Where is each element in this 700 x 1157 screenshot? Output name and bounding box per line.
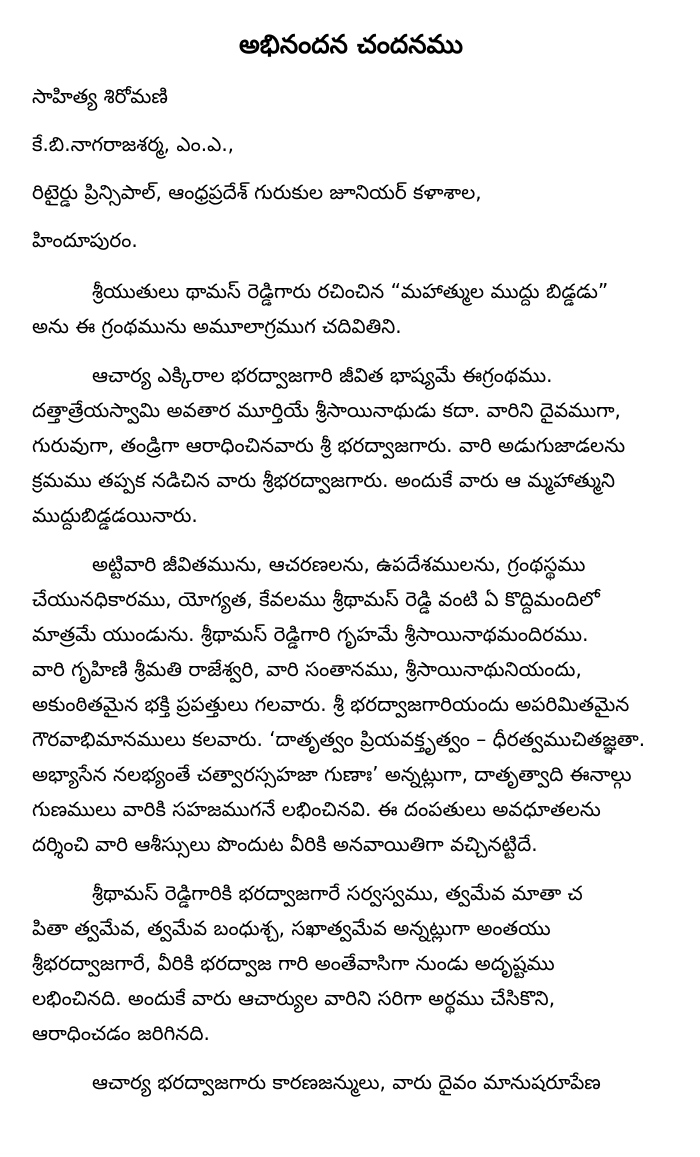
- author-designation: రిటైర్డు ప్రిన్సిపాల్, ఆంధ్రప్రదేశ్ గురుకుల జూనియర్ కళాశాల,: [32, 180, 482, 204]
- paragraph-line: అను ఈ గ్రంథమును అమూలాగ్రముగ చదివితిని.: [32, 314, 402, 338]
- paragraph-line: ఆచార్య భరద్వాజగారు కారణజన్ములు, వారు దైవం మానుషరూపేణ: [92, 1070, 601, 1094]
- author-place: హిందూపురం.: [32, 228, 138, 252]
- paragraph-line: ఆరాధించడం జరిగినది.: [32, 1021, 210, 1045]
- paragraph-line: అట్టివారి జీవితమును, ఆచరణలను, ఉపదేశములను, గ్రంథస్థము: [92, 552, 586, 576]
- document-title: అభినందన చందనము: [239, 30, 463, 60]
- paragraph-line: చేయునధికారము, యోగ్యత, కేవలము శ్రీథామస్ రెడ్డి వంటి ఏ కొద్దిమందిలో: [32, 587, 600, 611]
- paragraph-line: శ్రీయుతులు థామస్ రెడ్డిగారు రచించిన “మహాత్ముల ముద్దు బిడ్డడు”: [92, 279, 609, 303]
- paragraph-line: గుణములు వారికి సహజముగనే లభించినవి. ఈ దంపతులు అవధూతలను: [32, 797, 601, 821]
- paragraph-line: లభించినది. అందుకే వారు ఆచార్యుల వారిని సరిగా అర్థము చేసికొని,: [32, 986, 556, 1010]
- paragraph-2: [32, 358, 670, 533]
- paragraph-line: గురువుగా, తండ్రిగా ఆరాధించినవారు శ్రీ భరద్వాజగారు. వారి అడుగుజాడలను: [32, 433, 626, 457]
- paragraph-line: మాత్రమే యుండును. శ్రీథామస్ రెడ్డిగారి గృహమే శ్రీసాయినాథమందిరము.: [32, 622, 589, 646]
- paragraph-line: క్రమము తప్పక నడిచిన వారు శ్రీభరద్వాజగారు. అందుకే వారు ఆ మ్మహాత్ముని: [32, 468, 615, 492]
- author-name: కే.బి.నాగరాజశర్మ, ఎం.ఎ.,: [32, 132, 235, 156]
- paragraph-1: [32, 274, 670, 344]
- paragraph-5: [32, 1065, 670, 1100]
- paragraph-line: గౌరవాభిమానములు కలవారు. ‘దాతృత్వం ప్రియవక్తృత్వం – ధీరత్వముచితజ్ఞతా.: [32, 727, 646, 751]
- author-honorific: సాహిత్య శిరోమణి: [32, 84, 168, 108]
- author-block: [32, 82, 670, 254]
- paragraph-line: ముద్దుబిడ్డడయినారు.: [32, 503, 198, 527]
- paragraph-3: [32, 547, 670, 862]
- paragraph-line: శ్రీభరద్వాజగారే, వీరికి భరద్వాజ గారి అంతేవాసిగా నుండు అదృష్టము: [32, 951, 555, 975]
- paragraph-line: అభ్యాసేన నలభ్యంతే చత్వారస్సహజా గుణాః’ అన్నట్లుగా, దాతృత్వాది ఈనాల్గు: [32, 762, 632, 786]
- paragraph-line: పితా త్వమేవ, త్వమేవ బంధుశ్చ, సఖాత్వమేవ అన్నట్లుగా అంతయు: [32, 916, 551, 940]
- paragraph-4: [32, 876, 670, 1051]
- paragraph-line: శ్రీథామస్ రెడ్డిగారికి భరద్వాజగారే సర్వస్వము, త్వమేవ మాతా చ: [92, 881, 583, 905]
- paragraph-line: వారి గృహిణి శ్రీమతి రాజేశ్వరి, వారి సంతానము, శ్రీసాయినాథునియందు,: [32, 657, 582, 681]
- paragraph-line: అకుంఠితమైన భక్తి ప్రపత్తులు గలవారు. శ్రీ భరద్వాజగారియందు అపరిమితమైన: [32, 692, 630, 716]
- paragraph-line: దర్శించి వారి ఆశీస్సులు పొందుట వీరికి అనవాయితిగా వచ్చినట్టిదే.: [32, 832, 538, 856]
- paragraph-line: దత్తాత్రేయస్వామి అవతార మూర్తియే శ్రీసాయినాథుడు కదా. వారిని దైవముగా,: [32, 398, 621, 422]
- paragraph-line: ఆచార్య ఎక్కిరాల భరద్వాజగారి జీవిత భాష్యమే ఈగ్రంథము.: [92, 363, 553, 387]
